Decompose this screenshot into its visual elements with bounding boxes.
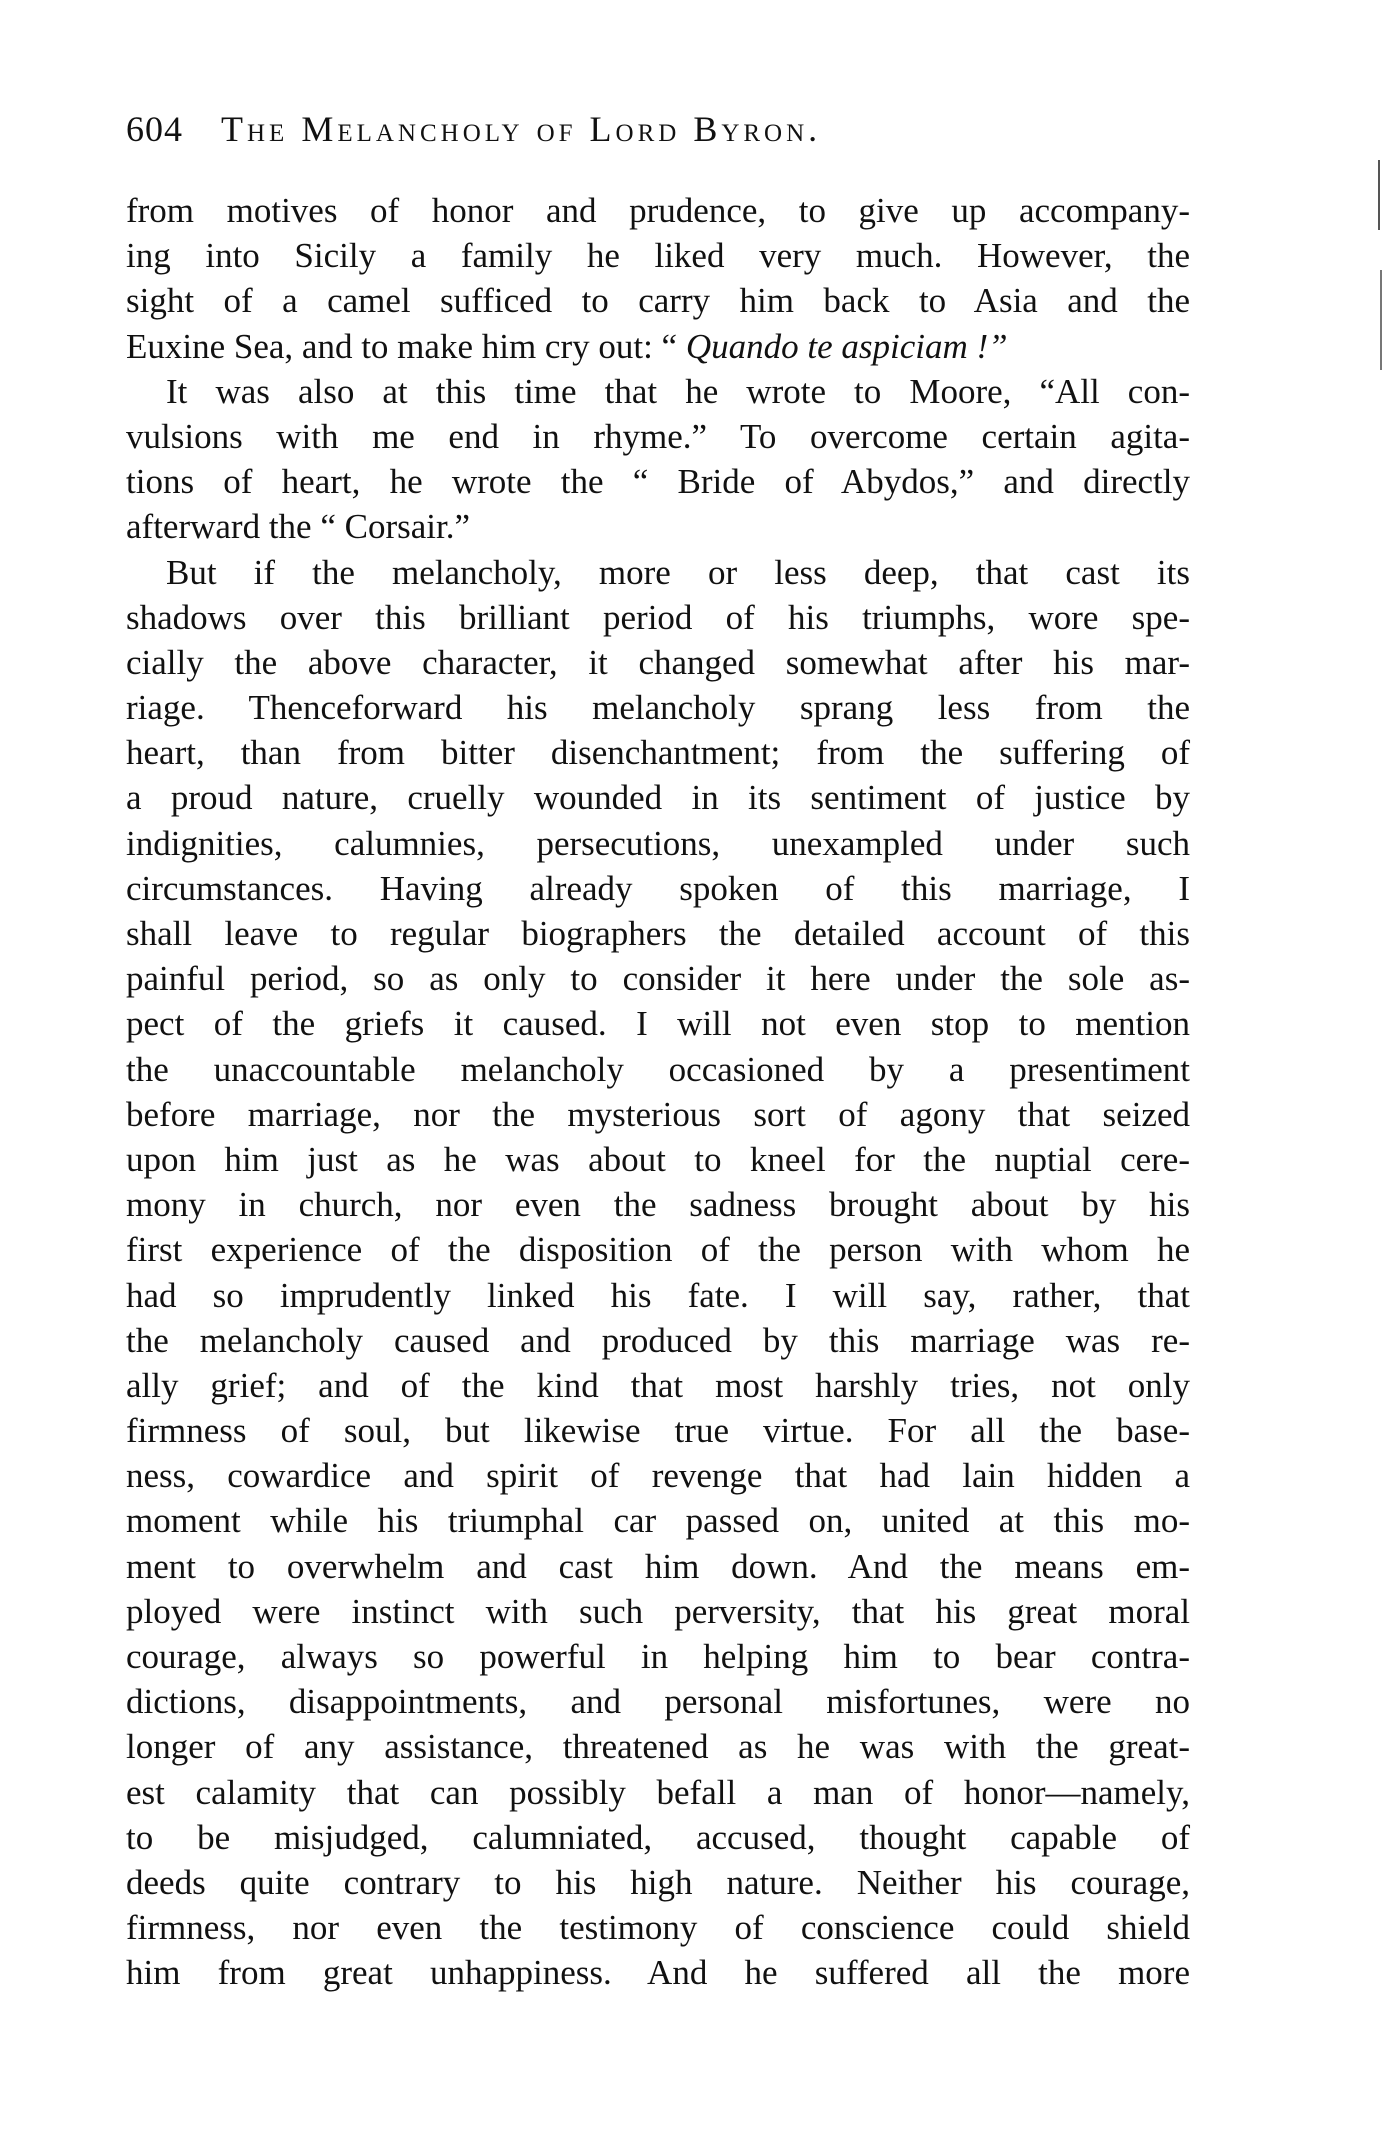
text-line-content: moment while his triumphal car passed on, united at this mo- [126, 1501, 1190, 1541]
text-line [126, 1770, 1190, 1815]
text-line [126, 821, 1190, 866]
text-line [126, 324, 1190, 369]
text-line [126, 1498, 1190, 1543]
text-line [126, 1544, 1190, 1589]
text-line [126, 1950, 1190, 1995]
text-line [126, 459, 1190, 504]
text-line [126, 1589, 1190, 1634]
text-line [126, 1137, 1190, 1182]
text-line [126, 1227, 1190, 1272]
text-line [126, 595, 1190, 640]
text-line-content: afterward the “ Corsair.” [126, 507, 471, 547]
text-line [126, 233, 1190, 278]
text-line-content: firmness, nor even the testimony of conscience could shield [126, 1908, 1190, 1948]
text-line [126, 1724, 1190, 1769]
text-line-content: the melancholy caused and produced by this marriage was re- [126, 1320, 1190, 1360]
text-line-content: ployed were instinct with such perversity, that his great moral [126, 1591, 1190, 1631]
text-line-content: had so imprudently linked his fate. I will say, rather, that [126, 1275, 1190, 1315]
running-title: The Melancholy of Lord Byron. [221, 109, 822, 149]
text-line [126, 1001, 1190, 1046]
text-line [126, 1679, 1190, 1724]
text-line-content: from motives of honor and prudence, to give up accompany- [126, 191, 1190, 230]
text-line-content: heart, than from bitter disenchantment; from the suffering of [126, 733, 1190, 773]
text-line [126, 1092, 1190, 1137]
text-line-content: sight of a camel sufficed to carry him back to Asia and the [126, 281, 1190, 321]
text-line-content: him from great unhappiness. And he suffered all the more [126, 1953, 1190, 1993]
text-line-content: firmness of soul, but likewise true virtue. For all the base- [126, 1411, 1190, 1451]
scan-edge-mark [1378, 160, 1380, 230]
text-line-content: riage. Thenceforward his melancholy sprang less from the [126, 688, 1190, 728]
text-line-content: Euxine Sea, and to make him cry out: “ [126, 326, 686, 366]
text-line [126, 1363, 1190, 1408]
text-line [126, 1905, 1190, 1950]
text-line-content: deeds quite contrary to his high nature. Neither his courage, [126, 1862, 1190, 1902]
text-line-content: dictions, disappointments, and personal misfortunes, were no [126, 1682, 1190, 1722]
text-line-content: ness, cowardice and spirit of revenge that had lain hidden a [126, 1456, 1190, 1496]
page-body-text [126, 188, 1190, 1996]
text-line [126, 685, 1190, 730]
running-header [126, 108, 1126, 150]
text-line-content: the unaccountable melancholy occasioned by a presentiment [126, 1049, 1190, 1089]
text-line [126, 1182, 1190, 1227]
text-line-content: But if the melancholy, more or less deep, that cast its [166, 552, 1190, 592]
text-line [126, 550, 1190, 595]
text-line-content: indignities, calumnies, persecutions, unexampled under such [126, 823, 1190, 863]
text-line-content: painful period, so as only to consider it here under the sole as- [126, 959, 1190, 999]
text-line [126, 1408, 1190, 1453]
text-line [126, 1860, 1190, 1905]
text-line [126, 369, 1190, 414]
text-line [126, 866, 1190, 911]
text-line-content: courage, always so powerful in helping him to bear contra- [126, 1637, 1190, 1676]
text-line-content: vulsions with me end in rhyme.” To overcome certain agita- [126, 416, 1190, 456]
text-line-content: before marriage, nor the mysterious sort of agony that seized [126, 1094, 1190, 1134]
text-line [126, 775, 1190, 820]
text-line-content: upon him just as he was about to kneel for the nuptial cere- [126, 1139, 1190, 1179]
text-line [126, 504, 1190, 549]
text-line [126, 278, 1190, 323]
text-line-content: tions of heart, he wrote the “ Bride of Abydos,” and directly [126, 462, 1190, 502]
text-line-content: mony in church, nor even the sadness brought about by his [126, 1185, 1190, 1225]
text-line-content: longer of any assistance, threatened as he was with the great- [126, 1727, 1190, 1767]
text-line-content: cially the above character, it changed somewhat after his mar- [126, 642, 1190, 682]
text-line [126, 730, 1190, 775]
text-line [126, 1815, 1190, 1860]
text-line [126, 1634, 1190, 1679]
text-line-content: first experience of the disposition of the person with whom he [126, 1230, 1190, 1270]
text-line-content: shadows over this brilliant period of his triumphs, wore spe- [126, 597, 1190, 637]
text-line [126, 640, 1190, 685]
text-line-content: a proud nature, cruelly wounded in its sentiment of justice by [126, 778, 1190, 818]
text-line-content: pect of the griefs it caused. I will not even stop to mention [126, 1004, 1190, 1044]
text-line-content: It was also at this time that he wrote to Moore, “All con- [166, 371, 1190, 411]
text-line-content: est calamity that can possibly befall a man of honor—namely, [126, 1772, 1190, 1812]
text-line [126, 1047, 1190, 1092]
text-line-content: ing into Sicily a family he liked very much. However, the [126, 236, 1190, 276]
text-line-content: ally grief; and of the kind that most harshly tries, not only [126, 1365, 1190, 1405]
text-line [126, 414, 1190, 459]
text-line [126, 911, 1190, 956]
text-line-content: shall leave to regular biographers the detailed account of this [126, 914, 1190, 953]
text-line-content: ment to overwhelm and cast him down. And the means em- [126, 1546, 1190, 1586]
text-line-content: to be misjudged, calumniated, accused, thought capable of [126, 1817, 1190, 1857]
text-line [126, 956, 1190, 1001]
page-number: 604 [126, 109, 183, 149]
text-line [126, 1318, 1190, 1363]
text-line [126, 188, 1190, 233]
scan-edge-mark [1380, 270, 1382, 370]
text-line [126, 1273, 1190, 1318]
text-line-content: circumstances. Having already spoken of this marriage, I [126, 868, 1190, 908]
text-line [126, 1453, 1190, 1498]
italic-quote: Quando te aspiciam !” [685, 326, 1008, 366]
